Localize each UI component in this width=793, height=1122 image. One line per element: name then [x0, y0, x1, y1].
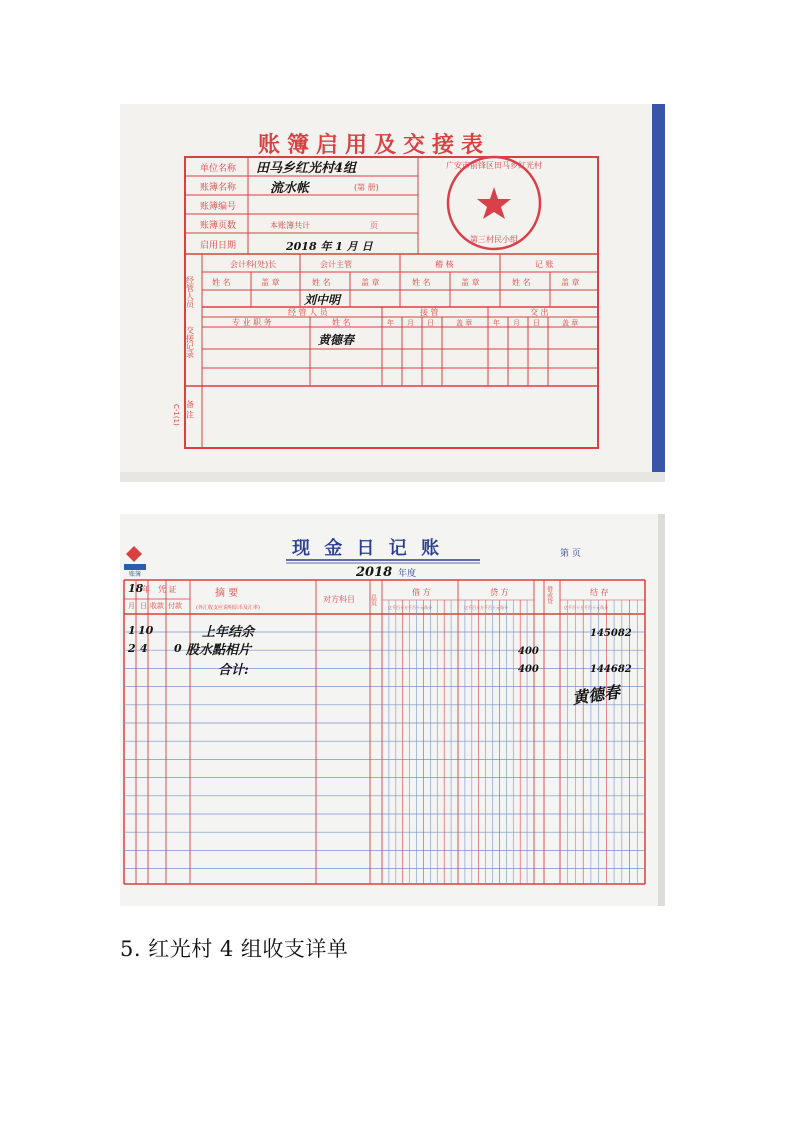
row2-month: 2 — [128, 642, 136, 655]
journal-title: 现 金 日 记 账 — [292, 538, 444, 559]
row2-voucher: 0 — [174, 642, 182, 655]
handover-name-value: 黄德春 — [318, 333, 355, 347]
col-seal-4: 盖 章 — [561, 278, 580, 287]
col-credit: 贷 方 — [490, 588, 509, 597]
row2-summary: 股水點相片 — [186, 643, 252, 658]
col-give-month: 月 — [513, 319, 520, 327]
col-type: 收款 — [150, 602, 164, 610]
row3-summary: 合计: — [218, 663, 249, 678]
col-name-4: 姓 名 — [512, 278, 531, 287]
handover-form-photo — [120, 104, 665, 482]
col-take-seal: 盖 章 — [456, 319, 473, 327]
col-seal-1: 盖 章 — [261, 278, 280, 287]
col-name-2: 姓 名 — [312, 278, 331, 287]
col-debit: 借 方 — [412, 588, 431, 597]
col-name-1: 姓 名 — [212, 278, 231, 287]
section-caption: 5. 红光村 4 组收支详单 — [120, 937, 349, 961]
row3-credit: 400 — [518, 664, 539, 675]
col-give-day: 日 — [533, 319, 540, 327]
row1-month: 1 — [128, 624, 136, 637]
stamp-text: 广安市前锋区田马乡红光村 — [446, 161, 542, 170]
handover-take-label: 接 管 — [420, 308, 439, 317]
official-stamp — [446, 157, 542, 249]
handover-section-label: 交接记录 — [185, 326, 195, 358]
row1-balance: 145082 — [590, 628, 632, 639]
balance-digit-units: 亿千百十万千百十元角分 — [564, 605, 608, 610]
col-bookkeeping: 记 账 — [535, 260, 554, 269]
col-balance: 结 存 — [590, 588, 609, 597]
col-total-page: 总页 — [369, 594, 377, 606]
credit-digit-units: 亿千百十万千百十元角分 — [464, 605, 508, 610]
col-take-day: 日 — [427, 319, 434, 327]
col-give-seal: 盖 章 — [562, 319, 579, 327]
book-pages-text: 本账簿共计 — [270, 221, 310, 230]
page-label: 第 页 — [560, 549, 581, 559]
col-dc: 借或贷 — [545, 586, 553, 604]
row3-balance: 144682 — [590, 664, 632, 675]
start-date-label: 启用日期 — [200, 241, 237, 251]
manager-name-value: 刘中明 — [304, 293, 341, 307]
pages-suffix: 页 — [370, 221, 378, 230]
row2-credit: 400 — [518, 646, 539, 657]
year-value: 2018 — [356, 565, 393, 580]
row1-summary: 上年结余 — [202, 625, 255, 640]
col-handover-name: 姓 名 — [332, 318, 351, 327]
side-mark: C-1(1) — [172, 404, 180, 426]
book-number-label: 账簿编号 — [200, 202, 237, 212]
col-month: 月 — [128, 602, 135, 610]
paper-edge — [658, 514, 665, 906]
cash-journal-graphic — [120, 514, 665, 906]
binding-strip — [652, 104, 665, 482]
remarks-label: 备 注 — [185, 400, 195, 419]
book-name-label: 账簿名称 — [200, 183, 237, 193]
row1-day: 10 — [138, 624, 154, 637]
col-position: 专 业 职 务 — [232, 318, 272, 327]
col-name-3: 姓 名 — [412, 278, 431, 287]
col-take-year: 年 — [387, 319, 394, 327]
col-review: 稽 核 — [435, 260, 454, 269]
col-day: 日 — [140, 602, 147, 610]
book-name-suffix: (第 册) — [354, 183, 379, 192]
col-year-suffix: 年 — [142, 585, 150, 594]
unit-name-label: 单位名称 — [200, 164, 237, 174]
paper-shadow — [120, 472, 665, 482]
col-give-year: 年 — [493, 319, 500, 327]
start-date-value: 2018 年 1 月 日 — [286, 240, 373, 253]
form-title: 账簿启用及交接表 — [258, 132, 491, 158]
manager-section-label: 经管人员 — [185, 276, 195, 308]
col-number: 付款 — [168, 602, 182, 610]
year-suffix: 年度 — [398, 569, 417, 579]
col-accounting-head: 会计科(处)长 — [230, 260, 277, 269]
handover-staff-label: 经 管 人 员 — [288, 308, 328, 317]
publisher-logo — [124, 546, 146, 578]
handover-give-label: 交 出 — [530, 308, 549, 317]
col-summary: 摘 要 — [215, 588, 239, 599]
col-take-month: 月 — [407, 319, 414, 327]
row2-day: 4 — [140, 642, 148, 655]
col-seal-2: 盖 章 — [361, 278, 380, 287]
debit-digit-units: 亿千百十万千百十元角分 — [388, 605, 432, 610]
book-pages-label: 账簿页数 — [200, 221, 237, 231]
cash-journal-photo — [120, 514, 665, 906]
unit-name-value: 田马乡红光村4组 — [256, 161, 357, 176]
col-chief-accountant: 会计主管 — [320, 260, 352, 269]
col-voucher: 凭 证 — [158, 585, 177, 594]
handover-form-graphic — [120, 104, 665, 482]
journal-signature: 黄德春 — [571, 682, 622, 708]
logo-text: 账簿 — [128, 571, 142, 578]
book-name-value: 流水帐 — [270, 181, 310, 196]
col-summary-note: (外汇收支应说明原币及汇率) — [196, 605, 260, 611]
col-counter-account: 对方科目 — [323, 595, 355, 604]
col-year-value: 18 — [128, 582, 144, 595]
stamp-bottom-text: 第三村民小组 — [470, 235, 518, 244]
col-seal-3: 盖 章 — [461, 278, 480, 287]
